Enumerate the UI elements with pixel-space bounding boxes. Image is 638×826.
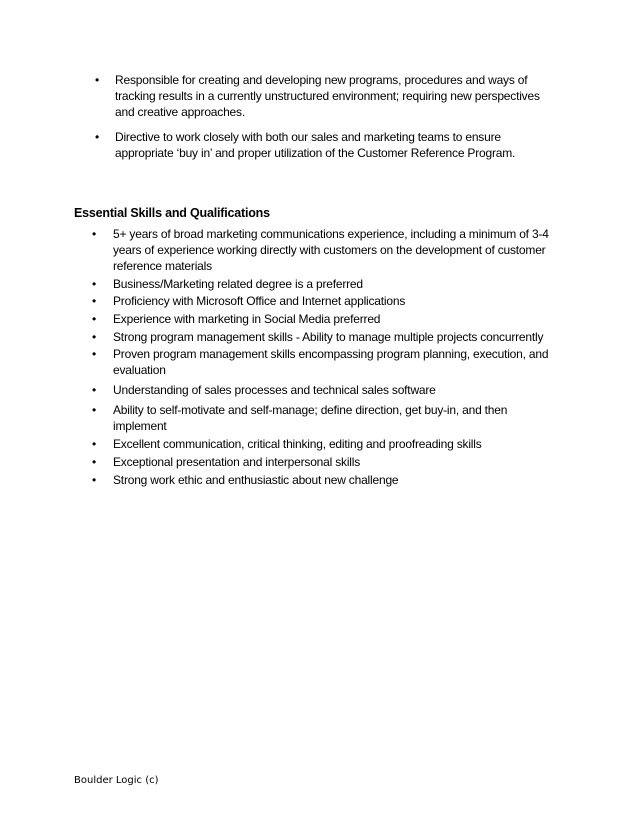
bullet-icon: • [95,130,100,144]
list-item [0,276,558,292]
list-item-text: 5+ years of broad marketing communications experience, including a minimum of 3-4 years of experience working directly with customers on the development of customer reference materials [113,227,549,273]
bullet-icon: • [92,472,97,487]
list-item [0,226,558,274]
list-item [0,402,558,434]
list-item-text: Ability to self-motivate and self-manage; define direction, get buy-in, and then implement [113,403,508,434]
responsibilities-list [0,72,638,161]
list-item [0,472,558,488]
list-item [0,454,558,470]
bullet-icon: • [92,276,97,291]
list-item-text: Proven program management skills encompassing program planning, execution, and evaluation [113,347,549,378]
bullet-icon: • [92,403,97,418]
list-item-text: Experience with marketing in Social Media preferred [113,312,381,327]
list-item-text: Excellent communication, critical thinking, editing and proofreading skills [113,437,482,452]
bullet-icon: • [92,347,97,362]
bullet-icon: • [95,73,100,87]
skills-list [0,226,638,489]
bullet-icon: • [92,437,97,452]
bullet-icon: • [92,329,97,344]
list-item [0,382,558,398]
list-item [0,129,555,161]
section-heading: Essential Skills and Qualifications [74,206,270,220]
bullet-icon: • [92,312,97,327]
list-item-text: Exceptional presentation and interpersonal skills [113,454,361,469]
bullet-icon: • [92,383,97,398]
list-item [0,293,558,309]
list-item-text: Understanding of sales processes and technical sales software [113,383,436,398]
page-footer: Boulder Logic (c) [74,775,159,786]
list-item [0,329,558,345]
list-item [0,436,558,452]
list-item [0,311,558,327]
list-item-text: Strong program management skills - Ability to manage multiple projects concurrently [113,329,544,344]
bullet-icon: • [92,294,97,309]
list-item [0,72,555,120]
list-item [0,346,558,378]
bullet-icon: • [92,454,97,469]
list-item-text: Directive to work closely with both our sales and marketing teams to ensure appropriate ‘buy in’ and proper utilization of the Customer Reference Program. [115,130,516,160]
list-item-text: Proficiency with Microsoft Office and Internet applications [113,294,406,309]
bullet-icon: • [92,227,97,241]
list-item-text: Business/Marketing related degree is a preferred [113,276,363,291]
list-item-text: Responsible for creating and developing new programs, procedures and ways of tracking results in a currently unstructured environment; requiring new perspectives and creative approaches. [115,73,540,119]
list-item-text: Strong work ethic and enthusiastic about new challenge [113,472,399,487]
